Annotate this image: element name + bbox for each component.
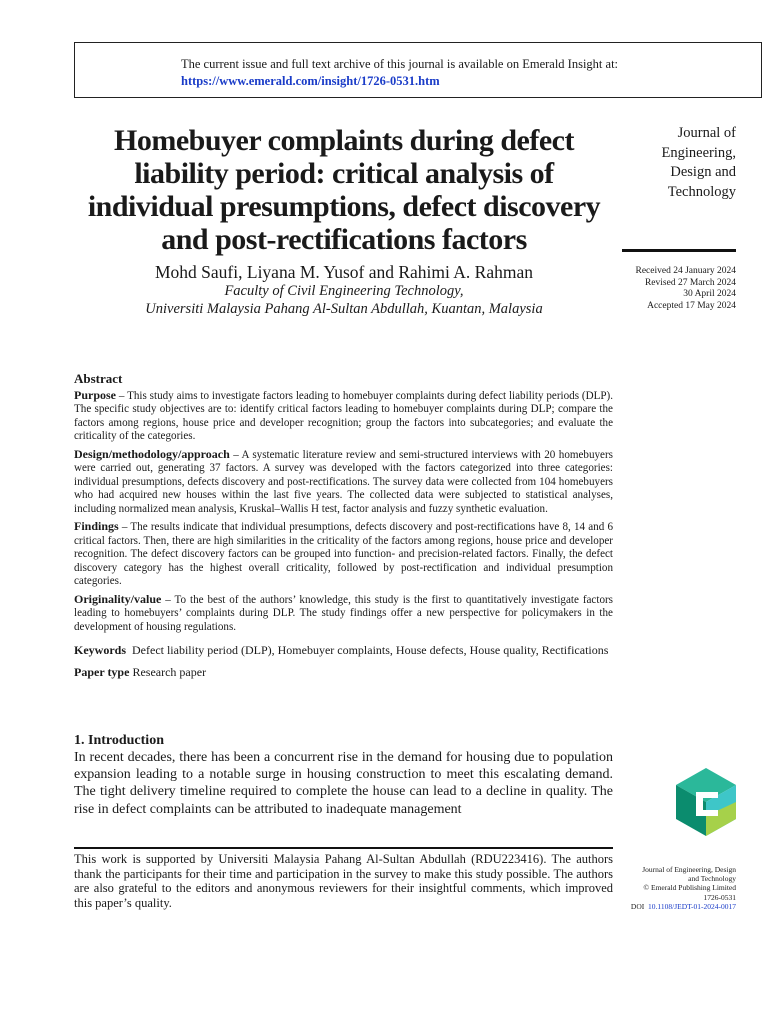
article-title: Homebuyer complaints during defect liability period: critical analysis of individual presumptions, defect discovery and post-rectifications factors <box>87 124 601 256</box>
abstract-section <box>74 372 613 680</box>
abstract-findings <box>74 520 613 589</box>
paper-type-label: Paper type <box>74 665 130 679</box>
received-date: Received 24 January 2024 <box>635 266 736 276</box>
design-text: – A systematic literature review and semi-structured interviews with 20 homebuyers were carried out, generating 37 factors. A survey was developed with the factors categorized into three categories: individual presumptions, defects discovery and post-rectifications. The survey data were collected from 104 homebuyers who had acquired new houses within the last five years. The collected data were subjected to statistical analyses, including normalized mean analysis, Kruskal–Wallis H test, factor analysis and fuzzy synthetic evaluation. <box>74 448 613 515</box>
pubinfo-doi <box>600 902 736 911</box>
revised-date: Revised 27 March 2024 <box>644 277 736 288</box>
originality-label: Originality/value <box>74 591 162 606</box>
abstract-originality <box>74 593 613 635</box>
paper-type-text: Research paper <box>132 665 207 679</box>
pubinfo-journal-2: and Technology <box>688 874 736 884</box>
journal-name <box>620 124 736 202</box>
keywords-text: Defect liability period (DLP), Homebuyer complaints, House defects, House quality, Rectifications <box>132 643 609 657</box>
journal-name-line: Journal of <box>677 125 736 141</box>
doi-label: DOI <box>630 901 645 911</box>
accepted-date: Accepted 17 May 2024 <box>647 300 736 311</box>
introduction-body: In recent decades, there has been a concurrent rise in the demand for housing due to population expansion leading to a notable surge in housing construction to meet this escalating demand. The tight delivery timeline required to complete the house can lead to a decline in quality. The rise in defect complaints can be attributed to inadequate management <box>74 750 613 817</box>
archive-notice-sentence: The current issue and full text archive of this journal is available on Emerald Insight at: <box>181 57 619 71</box>
funding-footnote: This work is supported by Universiti Malaysia Pahang Al-Sultan Abdullah (RDU223416). The authors thank the participants for their time and participation in the survey to make this study possible. The authors are also grateful to the editors and anonymous reviewers for their insightful comments, which improved this paper’s quality. <box>74 852 613 910</box>
affiliation-line-1: Faculty of Civil Engineering Technology, <box>224 283 464 299</box>
footnote-divider <box>74 847 613 849</box>
purpose-label: Purpose <box>74 387 116 402</box>
abstract-heading: Abstract <box>74 371 123 386</box>
findings-text: – The results indicate that individual presumptions, defects discovery and post-rectifications have 8, 14 and 6 critical factors. Then, there are high similarities in the criticality of the factors among regions, house price and developer recognition. The defect discovery factors can be grouped into function- and precision-related factors. Finally, the defect discovery category has the highest overall criticality, followed by post-rectification and individual presumption categories. <box>74 521 613 587</box>
doi-link[interactable]: 10.1108/JEDT-01-2024-0017 <box>648 901 736 911</box>
archive-url-link[interactable]: https://www.emerald.com/insight/1726-0531.htm <box>181 74 440 88</box>
originality-text: – To the best of the authors’ knowledge, this study is the first to quantitatively investigate factors leading to homebuyers’ complaints during DLP. The study findings offer a new perspective for policymakers in the development of housing regulations. <box>74 593 613 633</box>
keywords-label: Keywords <box>74 643 126 657</box>
introduction-heading: 1. Introduction <box>74 733 164 748</box>
affiliation-line-2: Universiti Malaysia Pahang Al-Sultan Abdullah, Kuantan, Malaysia <box>145 301 543 317</box>
keywords <box>74 643 613 657</box>
pubinfo-copyright: © Emerald Publishing Limited <box>643 883 736 893</box>
findings-label: Findings <box>74 519 119 533</box>
archive-notice-text <box>181 56 618 90</box>
journal-divider <box>622 249 736 252</box>
journal-name-line: Engineering, <box>661 144 736 161</box>
revised-date-2: 30 April 2024 <box>683 289 736 299</box>
emerald-logo-icon <box>674 766 738 838</box>
article-authors: Mohd Saufi, Liyana M. Yusof and Rahimi A. Rahman <box>155 262 533 282</box>
purpose-text: – This study aims to investigate factors leading to homebuyer complaints during defect liability periods (DLP). The specific study objectives are to: identify critical factors leading to homebuyer complaints during DLP; compare the factors among regions, house price and developer recognition; group the factors into subcategories; and evaluate the criticality of the categories. <box>74 389 613 442</box>
article-history-dates <box>600 266 736 312</box>
abstract-design <box>74 448 613 517</box>
design-label: Design/methodology/approach <box>74 446 230 461</box>
pubinfo-journal: Journal of Engineering, Design <box>642 865 736 874</box>
paper-type <box>74 666 613 680</box>
author-affiliation <box>74 282 614 318</box>
pubinfo-issn: 1726-0531 <box>703 892 736 902</box>
journal-name-line: Technology <box>667 183 736 200</box>
abstract-purpose <box>74 389 613 444</box>
publisher-info <box>600 865 736 911</box>
archive-notice-box <box>74 42 762 98</box>
journal-name-line: Design and <box>670 164 736 180</box>
